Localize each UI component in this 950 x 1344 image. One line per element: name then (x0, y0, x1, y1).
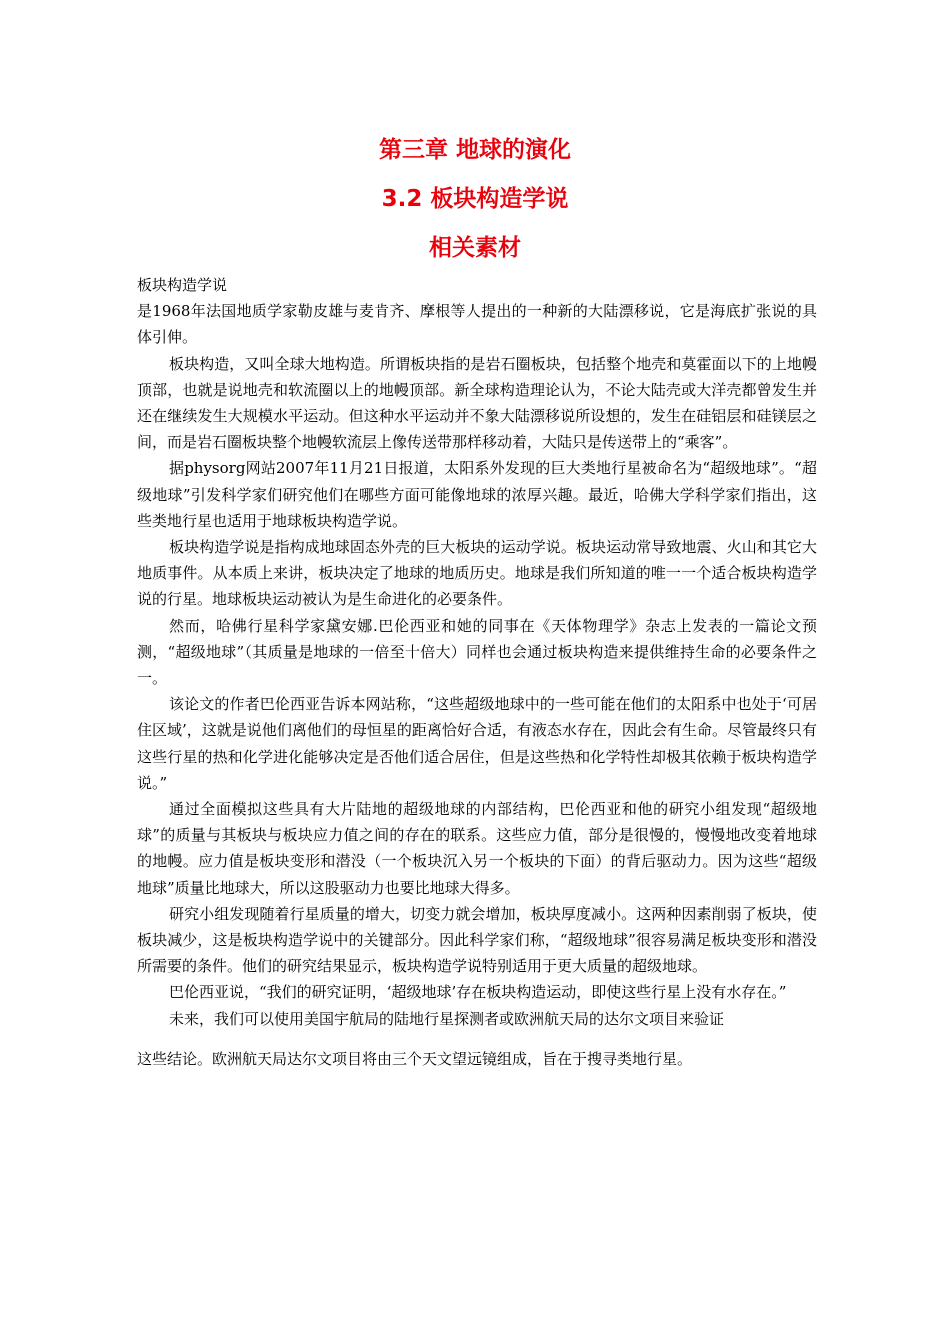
paragraph: 然而，哈佛行星科学家黛安娜.巴伦西亚和她的同事在《天体物理学》杂志上发表的一篇论文预测，“超级地球”（其质量是地球的一倍至十倍大）同样也会通过板块构造来提供维持生命的必要条件之一。 (137, 616, 817, 688)
paragraph: 未来，我们可以使用美国宇航局的陆地行星探测者或欧洲航天局的达尔文项目来验证 (169, 1009, 725, 1028)
paragraph: 巴伦西亚说，“我们的研究证明，‘超级地球’存在板块构造运动，即使这些行星上没有水存在。” (169, 983, 787, 1002)
section-title: 3.2 板块构造学说 (381, 186, 569, 212)
document-body (137, 272, 817, 1072)
chapter-title: 第三章 地球的演化 (378, 137, 571, 163)
paragraph: 这些结论。欧洲航天局达尔文项目将由三个天文望远镜组成，旨在于搜寻类地行星。 (137, 1049, 693, 1068)
paragraph: 研究小组发现随着行星质量的增大，切变力就会增加，板块厚度减小。这两种因素削弱了板块，使板块减少，这是板块构造学说中的关键部分。因此科学家们称，“超级地球”很容易满足板块变形和潜没所需要的条件。他们的研究结果显示，板块构造学说特别适用于更大质量的超级地球。 (137, 904, 817, 976)
intro-label: 板块构造学说 (137, 276, 228, 294)
paragraph: 通过全面模拟这些具有大片陆地的超级地球的内部结构，巴伦西亚和他的研究小组发现“超级地球”的质量与其板块与板块应力值之间的存在的联系。这些应力值，部分是很慢的，慢慢地改变着地球的地幔。应力值是板块变形和潜没（一个板块沉入另一个板块的下面）的背后驱动力。因为这些“超级地球”质量比地球大，所以这股驱动力也要比地球大得多。 (137, 800, 817, 897)
paragraph: 是1968年法国地质学家勒皮雄与麦肯齐、摩根等人提出的一种新的大陆漂移说，它是海底扩张说的具体引伸。 (137, 302, 817, 347)
paragraph: 据physorg网站2007年11月21日报道，太阳系外发现的巨大类地行星被命名为“超级地球”。“超级地球”引发科学家们研究他们在哪些方面可能像地球的浓厚兴趣。最近，哈佛大学科学家们指出，这些类地行星也适用于地球板块构造学说。 (137, 459, 817, 530)
subtitle: 相关素材 (429, 235, 521, 261)
paragraph: 板块构造，又叫全球大地构造。所谓板块指的是岩石圈板块，包括整个地壳和莫霍面以下的上地幔顶部，也就是说地壳和软流圈以上的地幔顶部。新全球构造理论认为，不论大陆壳或大洋壳都曾发生并还在继续发生大规模水平运动。但这种水平运动并不象大陆漂移说所设想的，发生在硅铝层和硅镁层之间，而是岩石圈板块整个地幔软流层上像传送带那样移动着，大陆只是传送带上的“乘客”。 (137, 354, 817, 452)
paragraph: 板块构造学说是指构成地球固态外壳的巨大板块的运动学说。板块运动常导致地震、火山和其它大地质事件。从本质上来讲，板块决定了地球的地质历史。地球是我们所知道的唯一一个适合板块构造学说的行星。地球板块运动被认为是生命进化的必要条件。 (137, 538, 817, 609)
paragraph: 该论文的作者巴伦西亚告诉本网站称，“这些超级地球中的一些可能在他们的太阳系中也处于‘可居住区域’，这就是说他们离他们的母恒星的距离恰好合适，有液态水存在，因此会有生命。尽管最终只有这些行星的热和化学进化能够决定是否他们适合居住，但是这些热和化学特性却极其依赖于板块构造学说。” (137, 695, 817, 792)
